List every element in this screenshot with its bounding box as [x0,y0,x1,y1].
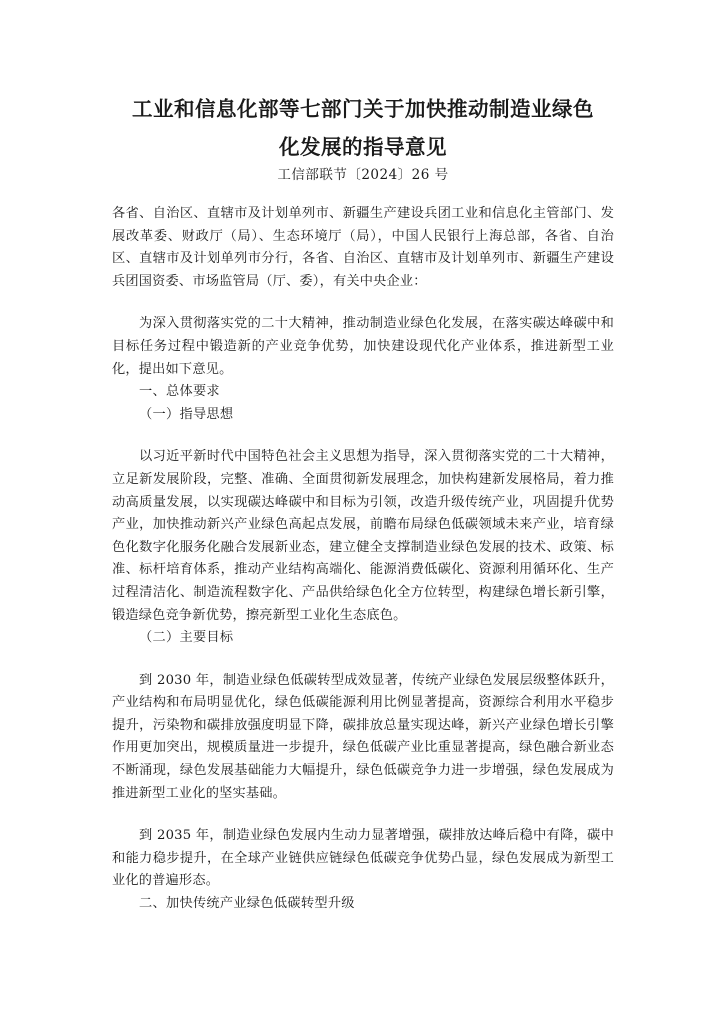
document-title-line-2: 化发展的指导意见 [279,135,447,159]
goal-2035-paragraph: 到 2035 年，制造业绿色发展内生动力显著增强，碳排放达峰后稳中有降，碳中和能力稳步提升，在全球产业链供应链绿色低碳竞争优势凸显，绿色发展成为新型工业化的普遍形态。 [112,828,614,889]
section-2-heading: 二、加快传统产业绿色低碳转型升级 [139,896,355,912]
document-number: 工信部联节〔2024〕26 号 [277,167,449,183]
subsection-1-heading: （一）指导思想 [139,406,234,422]
document-title-line-1: 工业和信息化部等七部门关于加快推动制造业绿色 [132,97,594,121]
guiding-thought-paragraph: 以习近平新时代中国特色社会主义思想为指导，深入贯彻落实党的二十大精神，立足新发展阶段，完整、准确、全面贯彻新发展理念，加快构建新发展格局，着力推动高质量发展，以实现碳达峰碳中和目标为引领，改造升级传统产业，巩固提升优势产业，加快推动新兴产业绿色高起点发展，前瞻布局绿色低碳领域未来产业，培育绿色化数字化服务化融合发展新业态，建立健全支撑制造业绿色发展的技术、政策、标准、标杆培育体系，推动产业结构高端化、能源消费低碳化、资源利用循环化、生产过程清洁化、制造流程数字化、产品供给绿色化全方位转型，构建绿色增长新引擎，锻造绿色竞争新优势，擦亮新型工业化生态底色。 [112,449,614,623]
goal-2030-paragraph: 到 2030 年，制造业绿色低碳转型成效显著，传统产业绿色发展层级整体跃升，产业结构和布局明显优化，绿色低碳能源利用比例显著提高，资源综合利用水平稳步提升，污染物和碳排放强度明显下降，碳排放总量实现达峰，新兴产业绿色增长引擎作用更加突出，规模质量进一步提升，绿色低碳产业比重显著提高，绿色融合新业态不断涌现，绿色发展基础能力大幅提升，绿色低碳竞争力进一步增强，绿色发展成为推进新型工业化的坚实基础。 [112,672,614,801]
intro-paragraph: 为深入贯彻落实党的二十大精神，推动制造业绿色化发展，在落实碳达峰碳中和目标任务过程中锻造新的产业竞争优势，加快建设现代化产业体系，推进新型工业化，提出如下意见。 [112,316,614,377]
subsection-2-heading: （二）主要目标 [139,630,234,646]
section-1-heading: 一、总体要求 [139,384,220,400]
addressees-paragraph: 各省、自治区、直辖市及计划单列市、新疆生产建设兵团工业和信息化主管部门、发展改革委、财政厅（局）、生态环境厅（局），中国人民银行上海总部，各省、自治区、直辖市及计划单列市分行，各省、自治区、直辖市及计划单列市、新疆生产建设兵团国资委、市场监管局（厅、委），有关中央企业： [112,206,614,289]
